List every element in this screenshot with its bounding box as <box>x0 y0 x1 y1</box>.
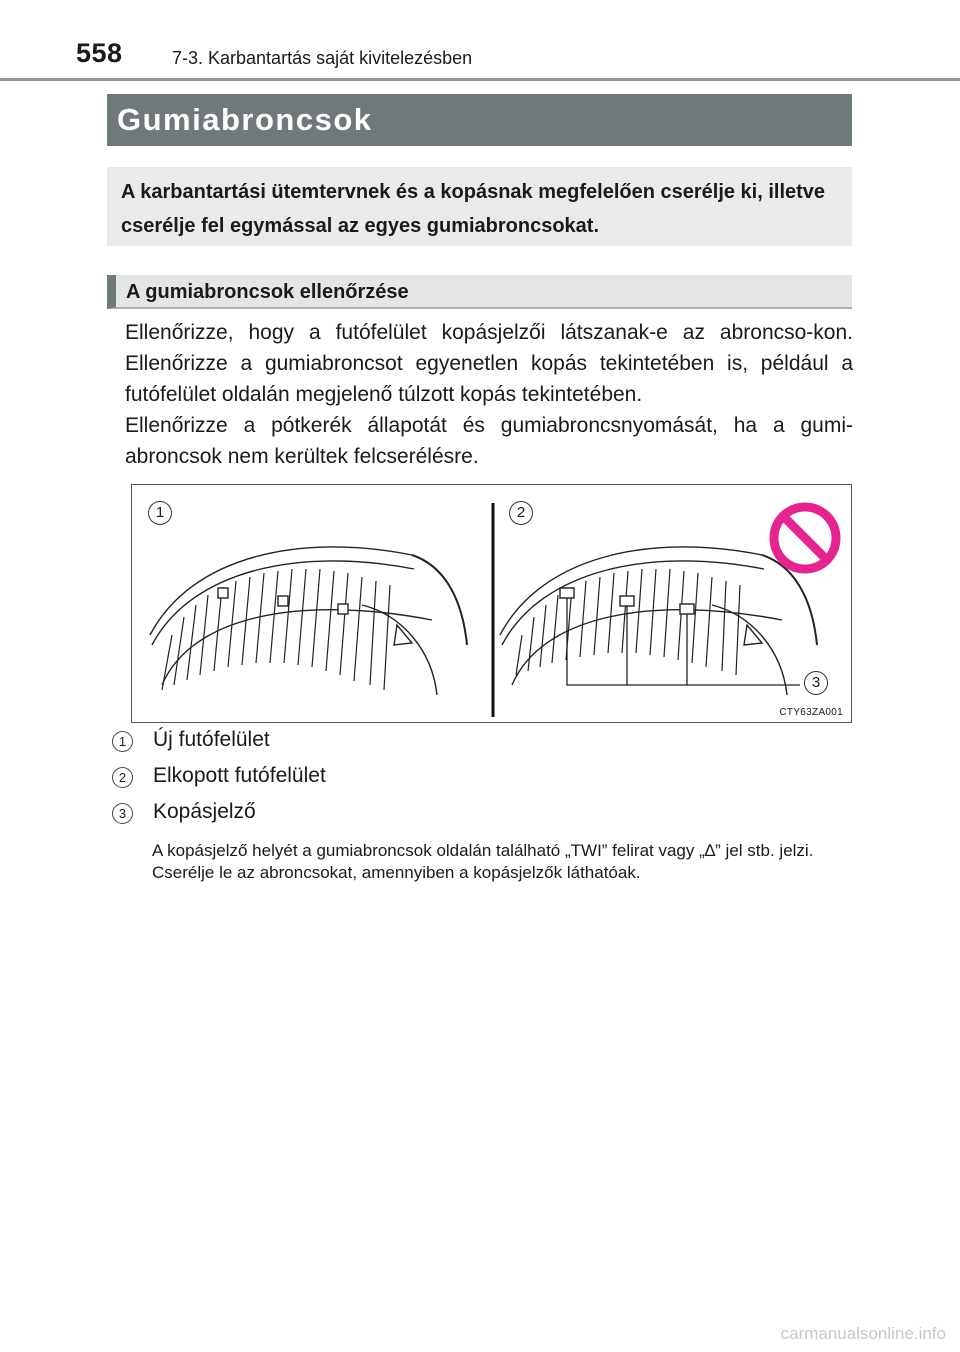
page-title: Gumiabroncsok <box>107 94 852 146</box>
section-path: 7-3. Karbantartás saját kivitelezésben <box>172 48 473 68</box>
paragraph-2: Ellenőrizze a pótkerék állapotát és gumiabroncsnyomását, ha a gumi-abroncsok nem kerültek felcserélésre. <box>125 414 853 468</box>
tire-illustration <box>132 485 851 722</box>
legend-number: 3 <box>112 803 133 824</box>
legend-label: Új futófelület <box>153 728 270 751</box>
body-text <box>125 317 853 472</box>
page-number: 558 <box>76 38 123 68</box>
new-tread-tire <box>150 547 467 695</box>
note-line-1: A kopásjelző helyét a gumiabroncsok oldalán található „TWI” felirat vagy „∆” jel stb. jelzi. <box>152 841 814 860</box>
tire-figure <box>131 484 852 723</box>
legend-label: Kopásjelző <box>153 800 256 823</box>
legend-number: 1 <box>112 731 133 752</box>
summary-text: A karbantartási ütemtervnek és a kopásnak megfelelően cserélje ki, illetve cserélje fel egymással az egyes gumiabroncsokat. <box>121 181 826 237</box>
prohibited-icon <box>774 507 836 569</box>
summary-box <box>107 167 852 246</box>
note-line-2: Cserélje le az abroncsokat, amennyiben a kopásjelzők láthatóak. <box>152 863 641 882</box>
legend-number: 2 <box>112 767 133 788</box>
legend-label: Elkopott futófelület <box>153 764 326 787</box>
watermark: carmanualsonline.info <box>780 1324 946 1343</box>
subsection-heading: A gumiabroncsok ellenőrzése <box>107 275 852 309</box>
figure-code: CTY63ZA001 <box>779 707 843 718</box>
worn-tread-tire <box>500 547 817 695</box>
callout-1: 1 <box>148 501 172 525</box>
note-text <box>152 840 847 884</box>
header-rule <box>0 78 960 81</box>
callout-3: 3 <box>804 671 828 695</box>
paragraph-1: Ellenőrizze, hogy a futófelület kopásjelzői látszanak-e az abroncso-kon. Ellenőrizze a gumiabroncsot egyenetlen kopás tekintetében is, például a futófelület oldalán megjelenő túlzott kopás tekintetében. <box>125 321 853 406</box>
callout-2: 2 <box>509 501 533 525</box>
